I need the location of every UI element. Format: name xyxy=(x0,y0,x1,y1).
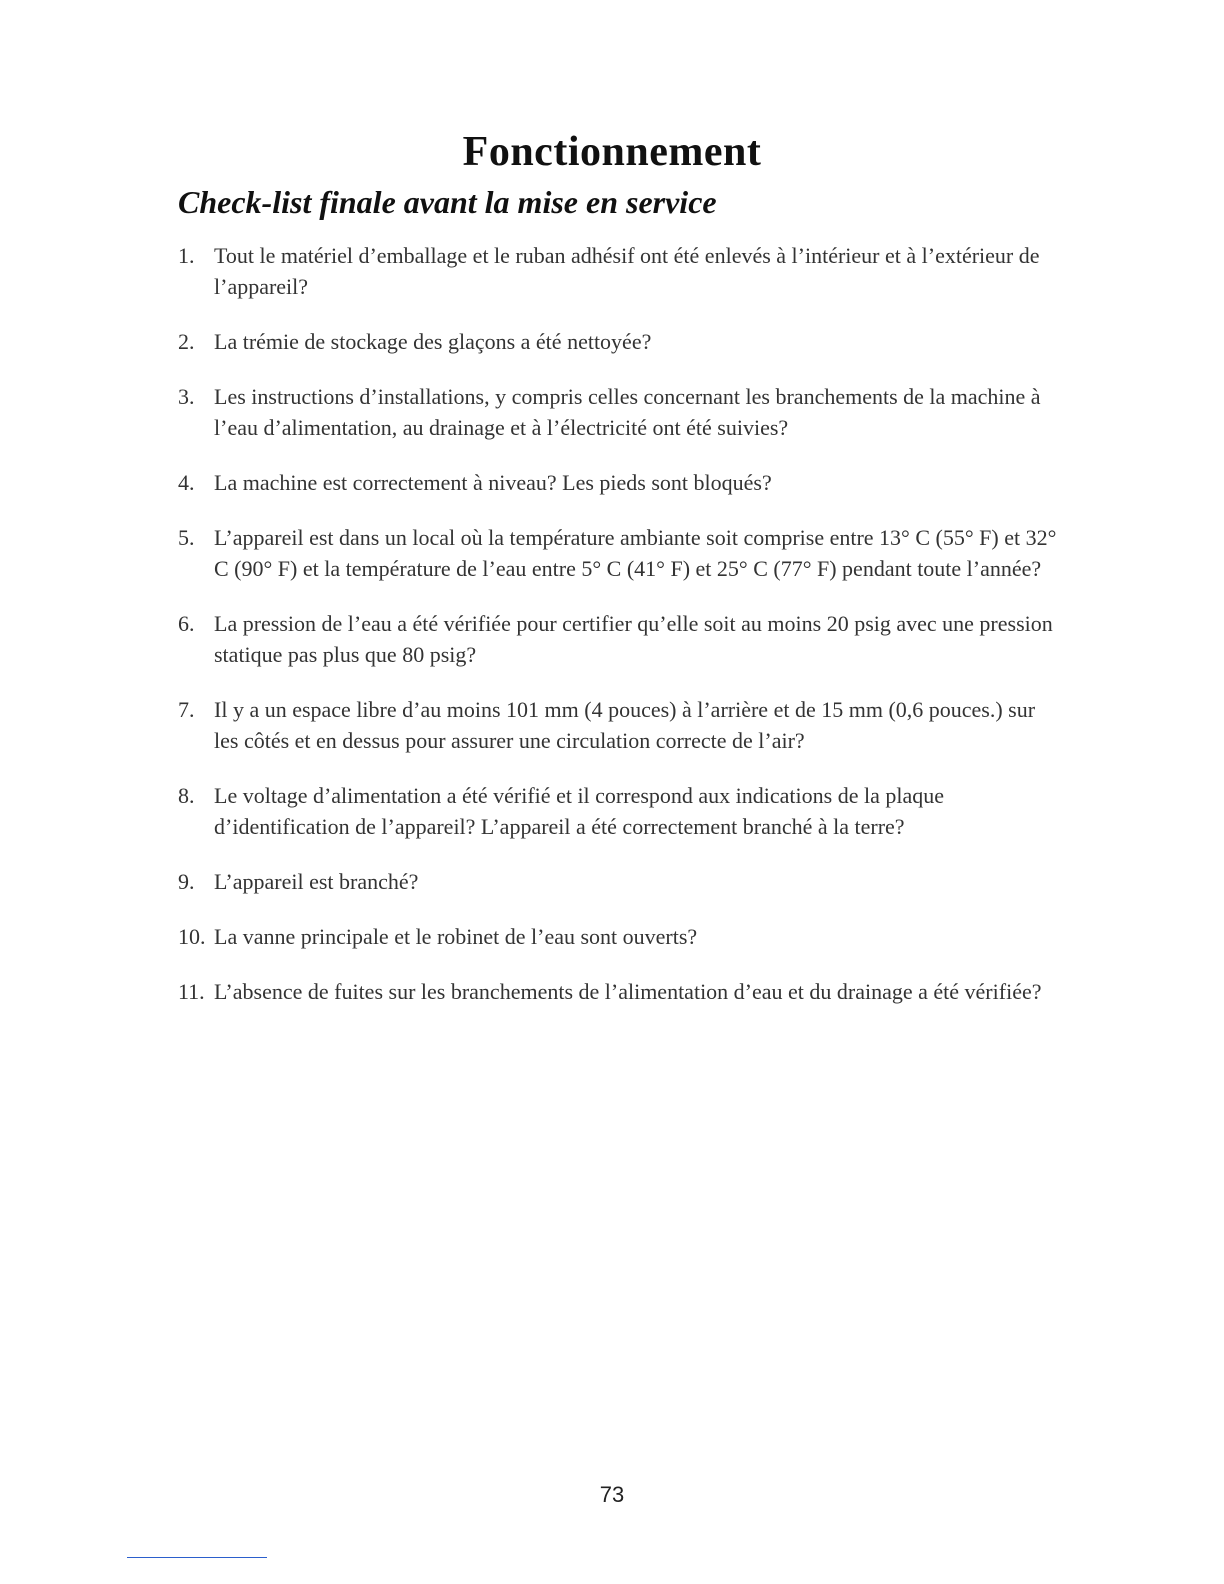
checklist-item-6 xyxy=(178,608,1058,670)
checklist-item-10 xyxy=(178,921,1058,952)
item-number: 1. xyxy=(178,243,195,268)
checklist-item-9 xyxy=(178,866,1058,897)
item-number: 3. xyxy=(178,384,195,409)
checklist-item-3 xyxy=(178,381,1058,443)
item-text: Tout le matériel d’emballage et le ruban adhésif ont été enlevés à l’intérieur et à l’extérieur de l’appareil? xyxy=(214,243,1040,299)
item-number: 6. xyxy=(178,611,195,636)
section-title: Check-list finale avant la mise en service xyxy=(178,184,717,220)
checklist-item-2 xyxy=(178,326,1058,357)
item-text: La pression de l’eau a été vérifiée pour certifier qu’elle soit au moins 20 psig avec une pression statique pas plus que 80 psig? xyxy=(214,611,1053,667)
item-text: L’absence de fuites sur les branchements de l’alimentation d’eau et du drainage a été vérifiée? xyxy=(214,979,1042,1004)
checklist-item-5 xyxy=(178,522,1058,584)
item-text: La machine est correctement à niveau? Les pieds sont bloqués? xyxy=(214,470,772,495)
checklist-item-1 xyxy=(178,240,1058,302)
checklist-item-7 xyxy=(178,694,1058,756)
item-number: 9. xyxy=(178,869,195,894)
footnote-divider xyxy=(127,1557,267,1558)
checklist-item-8 xyxy=(178,780,1058,842)
item-number: 7. xyxy=(178,697,195,722)
item-text: L’appareil est dans un local où la température ambiante soit comprise entre 13° C (55° F) et 32° C (90° F) et la température de l’eau entre 5° C (41° F) et 25° C (77° F) pendant toute l’année? xyxy=(214,525,1057,581)
item-number: 4. xyxy=(178,470,195,495)
item-text: L’appareil est branché? xyxy=(214,869,419,894)
item-text: Le voltage d’alimentation a été vérifié et il correspond aux indications de la plaque d’identification de l’appareil? L’appareil a été correctement branché à la terre? xyxy=(214,783,944,839)
item-text: La trémie de stockage des glaçons a été nettoyée? xyxy=(214,329,652,354)
item-number: 5. xyxy=(178,525,195,550)
item-text: Il y a un espace libre d’au moins 101 mm (4 pouces) à l’arrière et de 15 mm (0,6 pouces.) sur les côtés et en dessus pour assurer une circulation correcte de l’air? xyxy=(214,697,1036,753)
item-number: 11. xyxy=(178,979,205,1004)
page-number: 73 xyxy=(599,1482,625,1507)
checklist-item-4 xyxy=(178,467,1058,498)
page-title: Fonctionnement xyxy=(462,129,762,175)
item-number: 2. xyxy=(178,329,195,354)
checklist xyxy=(178,240,1058,1031)
item-number: 10. xyxy=(178,924,206,949)
item-text: La vanne principale et le robinet de l’eau sont ouverts? xyxy=(214,924,698,949)
item-text: Les instructions d’installations, y compris celles concernant les branchements de la machine à l’eau d’alimentation, au drainage et à l’électricité ont été suivies? xyxy=(214,384,1041,440)
item-number: 8. xyxy=(178,783,195,808)
checklist-item-11 xyxy=(178,976,1058,1007)
